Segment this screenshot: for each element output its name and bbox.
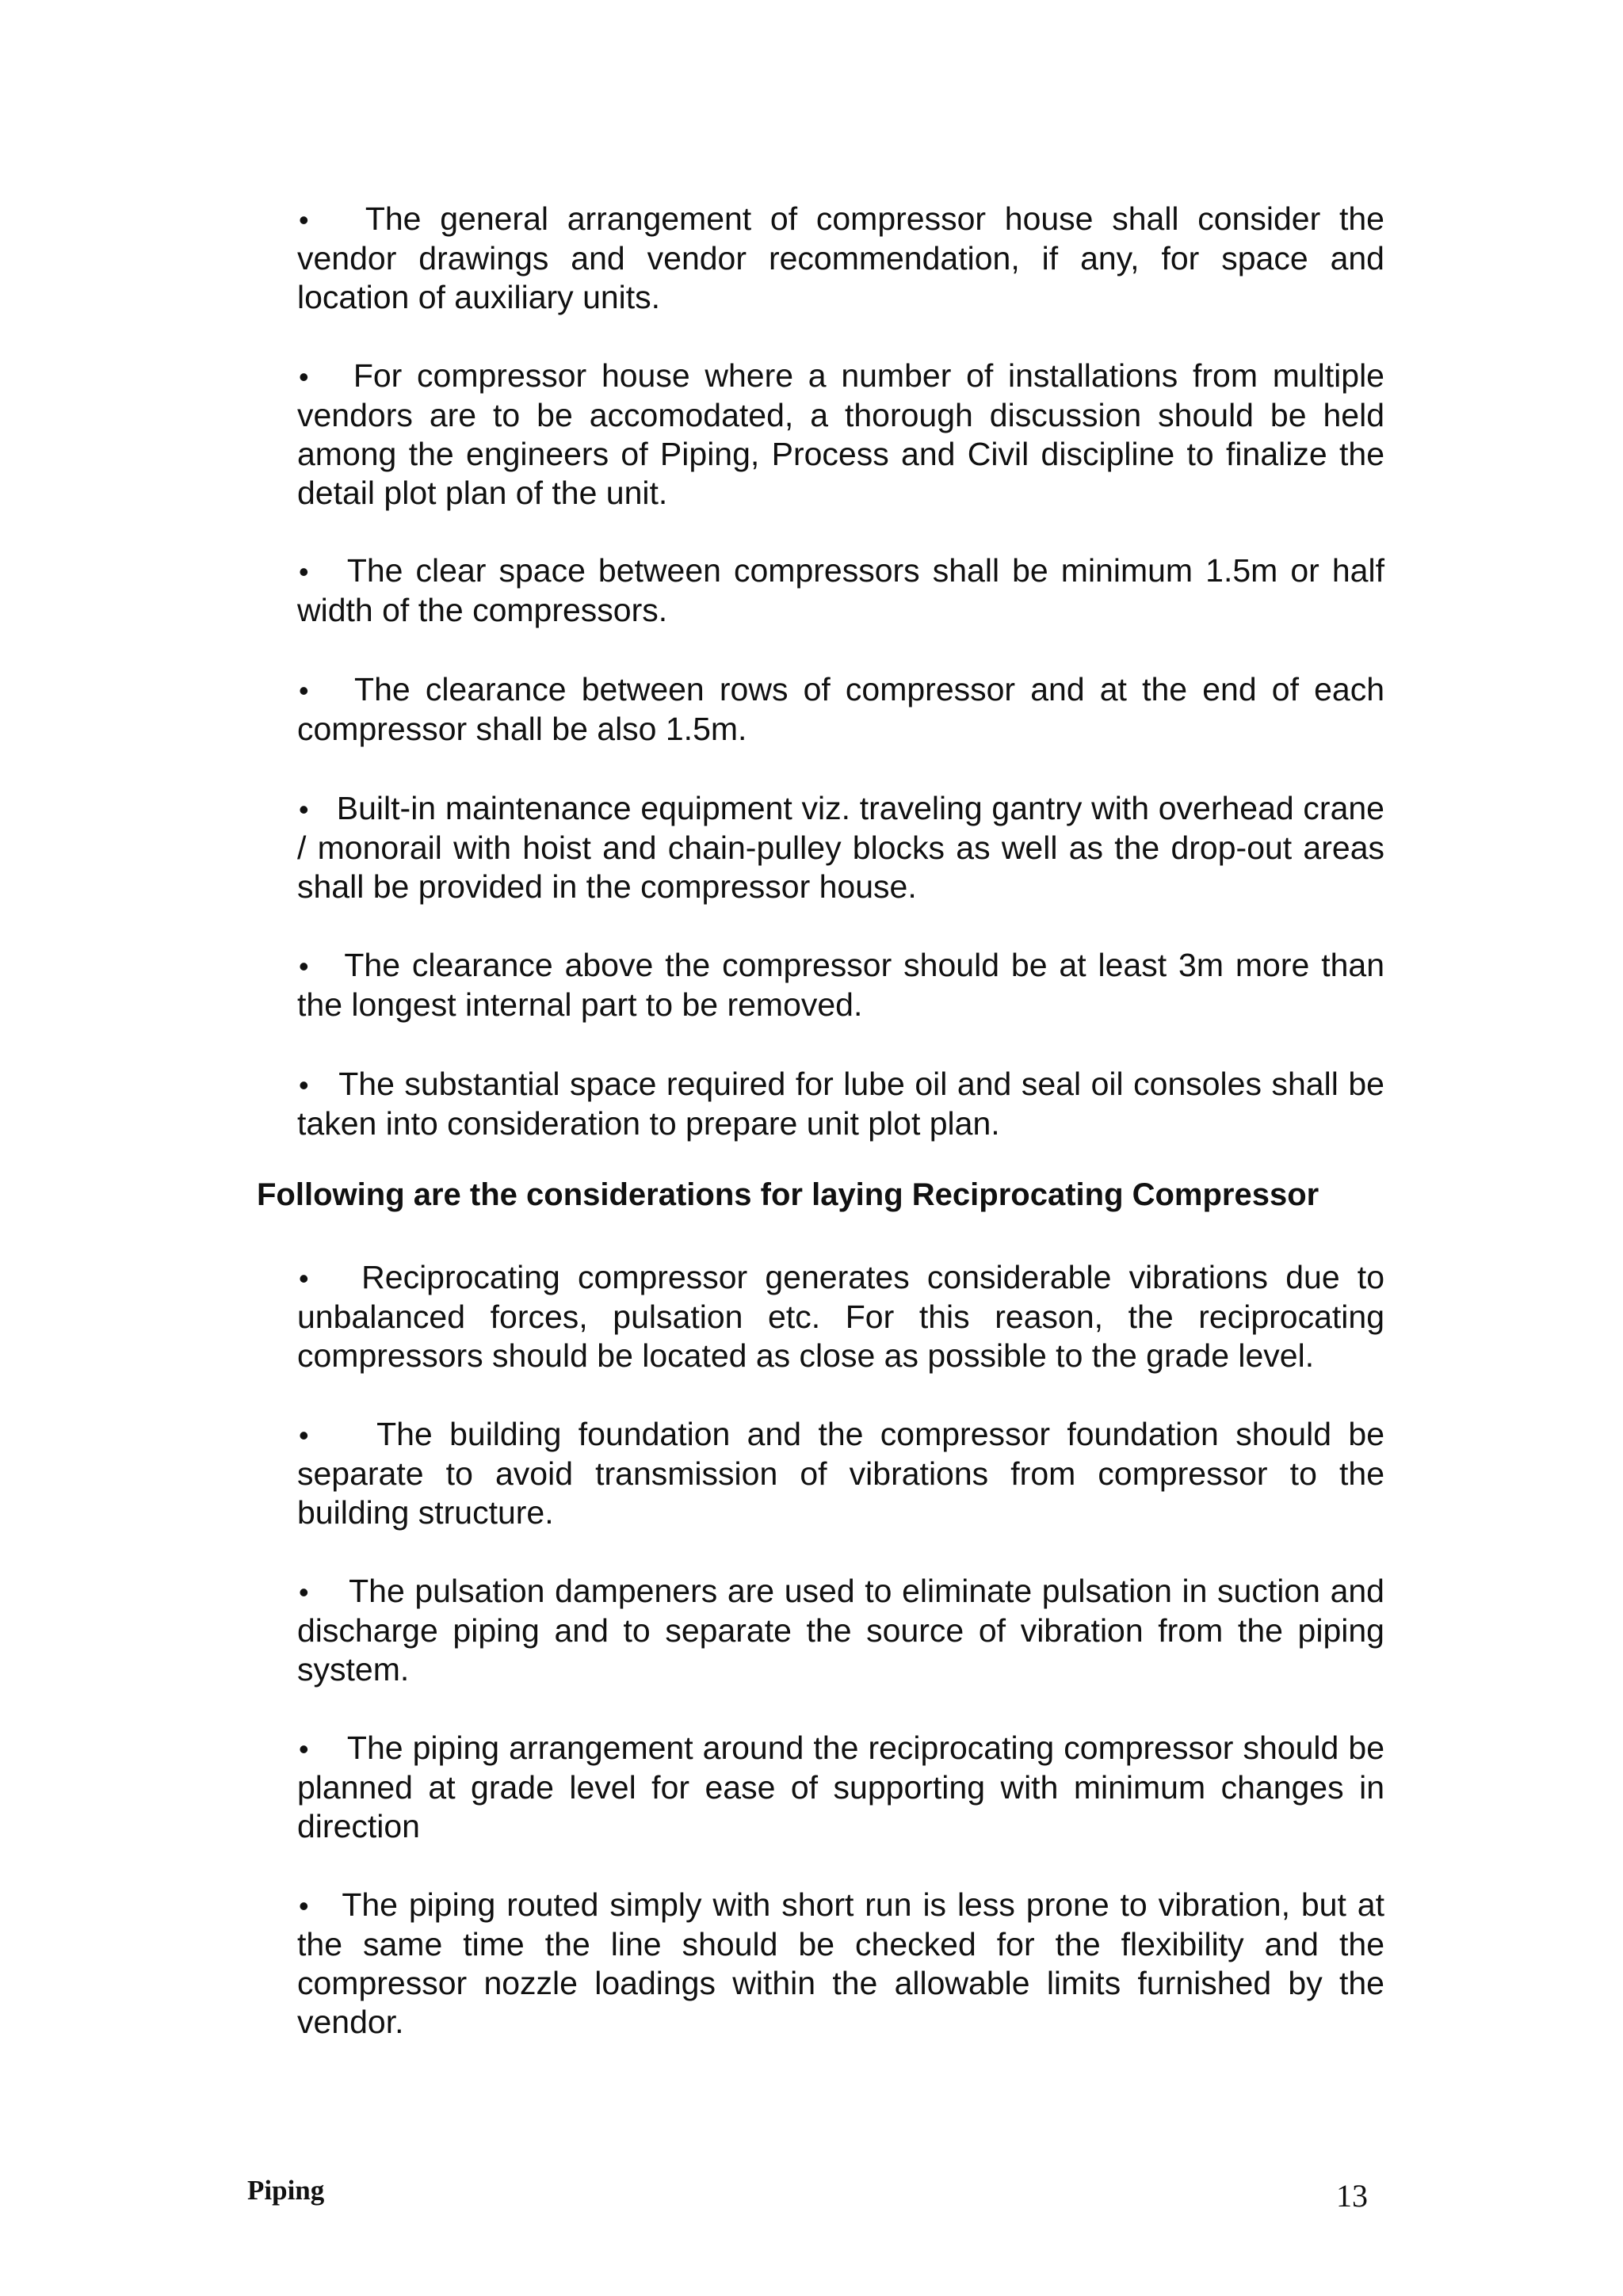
bullet-icon: • bbox=[299, 1733, 309, 1765]
paragraph-text: For compressor house where a number of installations from multiple vendors are to be accomodated, a thorough discussion should be held among the engineers of Piping, Process and Civil discipline to finalize the detail plot plan of the unit. bbox=[297, 357, 1384, 511]
bullet-paragraph bbox=[297, 946, 1384, 1024]
bullet-paragraph bbox=[297, 200, 1384, 317]
bullet-icon: • bbox=[299, 950, 309, 982]
paragraph-text: Reciprocating compressor generates considerable vibrations due to unbalanced forces, pulsation etc. For this reason, the reciprocating compressors should be located as close as possible to the grade level. bbox=[297, 1259, 1384, 1374]
bullet-icon: • bbox=[299, 555, 309, 588]
bullet-icon: • bbox=[299, 793, 309, 826]
bullet-icon: • bbox=[299, 674, 309, 707]
bullet-icon: • bbox=[299, 204, 309, 236]
paragraph-text: The clearance above the compressor should be at least 3m more than the longest internal part to be removed. bbox=[297, 947, 1384, 1023]
bullet-paragraph bbox=[297, 789, 1384, 906]
bullet-icon: • bbox=[299, 1262, 309, 1295]
paragraph-text: The piping arrangement around the reciprocating compressor should be planned at grade level for ease of supporting with minimum changes in direction bbox=[297, 1730, 1384, 1844]
bullet-paragraph bbox=[297, 1729, 1384, 1846]
paragraph-text: The clearance between rows of compressor and at the end of each compressor shall be also 1.5m. bbox=[297, 671, 1384, 747]
bullet-paragraph bbox=[297, 1415, 1384, 1532]
bullet-icon: • bbox=[299, 360, 309, 393]
bullet-paragraph bbox=[297, 551, 1384, 630]
paragraph-text: The pulsation dampeners are used to eliminate pulsation in suction and discharge piping and to separate the source of vibration from the piping system. bbox=[297, 1573, 1384, 1688]
paragraph-text: Built-in maintenance equipment viz. traveling gantry with overhead crane / monorail with hoist and chain-pulley blocks as well as the drop-out areas shall be provided in the compressor house. bbox=[297, 790, 1384, 905]
bullet-paragraph bbox=[297, 1258, 1384, 1375]
bullet-paragraph bbox=[297, 1065, 1384, 1143]
page-number: 13 bbox=[1336, 2178, 1368, 2214]
section-heading: Following are the considerations for laying Reciprocating Compressor bbox=[257, 1177, 1319, 1212]
footer-section-label: Piping bbox=[247, 2175, 325, 2206]
paragraph-text: The piping routed simply with short run is less prone to vibration, but at the same time the line should be checked for the flexibility and the compressor nozzle loadings within the allowable limits furnished by the vendor. bbox=[297, 1886, 1384, 2040]
bullet-paragraph bbox=[297, 1886, 1384, 2042]
bullet-icon: • bbox=[299, 1576, 309, 1608]
paragraph-text: The general arrangement of compressor house shall consider the vendor drawings and vendor recommendation, if any, for space and location of auxiliary units. bbox=[297, 200, 1384, 315]
paragraph-text: The substantial space required for lube oil and seal oil consoles shall be taken into consideration to prepare unit plot plan. bbox=[297, 1066, 1384, 1142]
bullet-paragraph bbox=[297, 1572, 1384, 1689]
bullet-paragraph bbox=[297, 357, 1384, 513]
bullet-icon: • bbox=[299, 1890, 309, 1922]
paragraph-text: The building foundation and the compressor foundation should be separate to avoid transmission of vibrations from compressor to the building structure. bbox=[297, 1416, 1384, 1531]
bullet-icon: • bbox=[299, 1069, 309, 1101]
bullet-paragraph bbox=[297, 670, 1384, 749]
paragraph-text: The clear space between compressors shall be minimum 1.5m or half width of the compressors. bbox=[297, 552, 1384, 628]
bullet-icon: • bbox=[299, 1419, 309, 1451]
